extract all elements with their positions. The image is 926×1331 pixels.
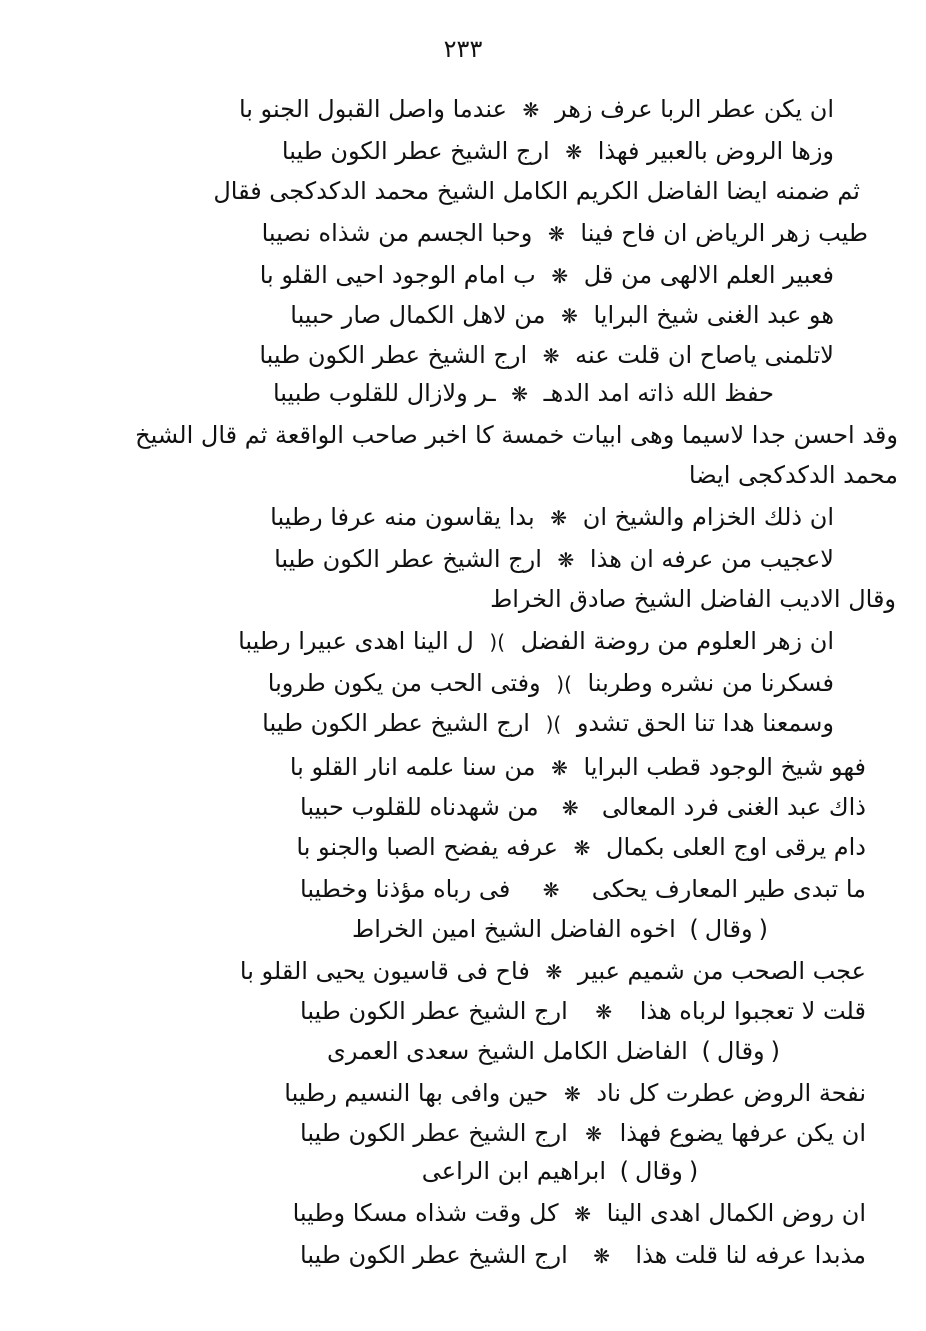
verse-line: [267, 664, 834, 702]
hemistich-second: ارج الشيخ عطر الكون طيبا: [262, 709, 530, 737]
hemistich-first: ان ذلك الخزام والشيخ ان: [582, 503, 834, 531]
hemistich-first: لاتلمنى ياصاح ان قلت عنه: [575, 341, 834, 369]
hemistich-second: فى رباه مؤذنا وخطيبا: [300, 875, 511, 903]
paren-close: ): [689, 915, 699, 943]
verse-line: [238, 90, 834, 128]
hemistich-second: حين وافى بها النسيم رطيبا: [284, 1079, 549, 1107]
heading-rest: ابراهيم ابن الراعى: [421, 1157, 606, 1185]
verse-line: [284, 1074, 866, 1112]
prose-line: وقد احسن جدا لاسيما وهى ابيات خمسة كا اخبر صاحب الواقعة ثم قال الشيخ: [135, 421, 898, 449]
verse-line: [281, 132, 834, 170]
hemistich-first: مذبدا عرفه لنا قلت هذا: [635, 1241, 866, 1269]
hemistich-second: عندما واصل القبول الجنو با: [238, 95, 507, 123]
hemistich-first: هو عبد الغنى شيخ البرايا: [593, 301, 834, 329]
speaker-heading: [327, 1032, 786, 1070]
verse-separator: ❋: [551, 264, 569, 288]
heading-word: وقال: [635, 1157, 683, 1185]
verse-separator: ❋: [561, 304, 578, 328]
page-number: ٢٣٣: [443, 35, 483, 63]
verse-line: [274, 540, 834, 578]
verse-line: [290, 296, 834, 334]
hemistich-first: فهو شيخ الوجود قطب البرايا: [583, 753, 866, 781]
verse-separator: ❋: [551, 756, 568, 780]
heading-rest: اخوه الفاضل الشيخ امين الخراط: [352, 915, 676, 943]
hemistich-first: ان روض الكمال اهدى الينا: [606, 1199, 866, 1227]
verse-line: [262, 704, 834, 742]
speaker-heading: [340, 910, 786, 948]
verse-line: [259, 256, 834, 294]
hemistich-first: عجب الصحب من شميم عبير: [577, 957, 866, 985]
verse-separator: ❋: [545, 960, 563, 984]
hemistich-first: حفظ الله ذاته امد الدهـ: [543, 379, 774, 407]
verse-separator: ❋: [511, 382, 528, 406]
verse-line: [272, 374, 774, 412]
verse-separator: ❋: [542, 878, 560, 902]
verse-line: [300, 1236, 866, 1274]
hemistich-second: ـر ولازال للقلوب طبيبا: [272, 379, 496, 407]
verse-separator: ❋: [585, 1122, 603, 1146]
verse-line: [238, 622, 834, 660]
hemistich-second: ارج الشيخ عطر الكون طيبا: [300, 1241, 568, 1269]
prose-line: ثم ضمنه ايضا الفاضل الكريم الكامل الشيخ محمد الدكدكجى فقال: [213, 177, 860, 205]
heading-word: وقال: [716, 1037, 765, 1065]
verse-separator: ❋: [522, 98, 540, 122]
hemistich-second: كل وقت شذاه مسكا وطيبا: [292, 1199, 559, 1227]
speaker-heading: [340, 1152, 786, 1190]
hemistich-second: ارج الشيخ عطر الكون طيبا: [281, 137, 550, 165]
verse-line: [270, 498, 834, 536]
paren-open: (: [770, 1037, 780, 1065]
hemistich-second: عرفه يفضح الصبا والجنو با: [296, 833, 558, 861]
verse-line: [296, 828, 866, 866]
hemistich-second: ارج الشيخ عطر الكون طيبا: [300, 997, 568, 1025]
hemistich-second: فاح فى قاسيون يحيى القلو با: [239, 957, 530, 985]
verse-separator: )(: [556, 672, 572, 696]
verse-line: [292, 1194, 866, 1232]
hemistich-first: نفحة الروض عطرت كل ناد: [596, 1079, 866, 1107]
heading-rest: الفاضل الكامل الشيخ سعدى العمرى: [327, 1037, 688, 1065]
hemistich-second: ب امام الوجود احيى القلو با: [259, 261, 536, 289]
hemistich-first: ما تبدى طير المعارف يحكى: [591, 875, 866, 903]
hemistich-first: قلت لا تعجبوا لرباه هذا: [639, 997, 866, 1025]
prose-line: محمد الدكدكجى ايضا: [688, 461, 898, 489]
hemistich-second: ارج الشيخ عطر الكون طيبا: [274, 545, 542, 573]
verse-line: [300, 1114, 866, 1152]
hemistich-second: ارج الشيخ عطر الكون طيبا: [300, 1119, 568, 1147]
hemistich-first: دام يرقى اوج العلى بكمال: [606, 833, 866, 861]
verse-separator: ❋: [561, 796, 579, 820]
paren-open: (: [758, 915, 768, 943]
verse-line: [300, 992, 866, 1030]
verse-separator: ❋: [547, 222, 565, 246]
verse-line: [239, 952, 866, 990]
hemistich-second: ارج الشيخ عطر الكون طيبا: [259, 341, 528, 369]
verse-separator: ❋: [574, 1202, 591, 1226]
hemistich-second: ل الينا اهدى عبيرا رطيبا: [238, 627, 474, 655]
hemistich-second: بدا يقاسون منه عرفا رطيبا: [270, 503, 535, 531]
hemistich-first: ان يكن عرفها يضوع فهذا: [619, 1119, 866, 1147]
hemistich-first: وزها الروض بالعبير فهذا: [597, 137, 834, 165]
hemistich-second: وحبا الجسم من شذاه نصيبا: [261, 219, 533, 247]
verse-line: [300, 870, 866, 908]
verse-separator: ❋: [542, 344, 560, 368]
verse-line: [289, 748, 866, 786]
verse-separator: ❋: [557, 548, 575, 572]
paren-close: ): [701, 1037, 711, 1065]
verse-separator: ❋: [595, 1000, 613, 1024]
paren-open: (: [688, 1157, 699, 1185]
hemistich-first: ان يكن عطر الربا عرف زهر: [554, 95, 834, 123]
verse-line: [259, 336, 834, 374]
hemistich-first: طيب زهر الرياض ان فاح فينا: [580, 219, 868, 247]
hemistich-first: ذاك عبد الغنى فرد المعالى: [601, 793, 866, 821]
verse-separator: )(: [489, 630, 505, 654]
prose-line: وقال الاديب الفاضل الشيخ صادق الخراط: [490, 585, 896, 613]
verse-line: [300, 788, 866, 826]
heading-word: وقال: [704, 915, 753, 943]
verse-separator: ❋: [550, 506, 568, 530]
verse-separator: ❋: [563, 1082, 581, 1106]
hemistich-second: من لاهل الكمال صار حبيبا: [290, 301, 546, 329]
hemistich-second: من سنا علمه انار القلو با: [289, 753, 536, 781]
hemistich-first: فسكرنا من نشره وطربنا: [587, 669, 834, 697]
verse-separator: ❋: [573, 836, 591, 860]
hemistich-second: من شهدناه للقلوب حبيبا: [300, 793, 539, 821]
hemistich-second: وفتى الحب من يكون طروبا: [267, 669, 541, 697]
verse-separator: ❋: [593, 1244, 610, 1268]
hemistich-first: ان زهر العلوم من روضة الفضل: [520, 627, 834, 655]
hemistich-first: وسمعنا هدا تنا الحق تشدو: [576, 709, 834, 737]
hemistich-first: لاعجيب من عرفه ان هذا: [589, 545, 834, 573]
hemistich-first: فعبير العلم الالهى من قل: [583, 261, 834, 289]
verse-line: [261, 214, 868, 252]
verse-separator: ❋: [565, 140, 583, 164]
verse-separator: )(: [545, 712, 562, 736]
paren-close: ): [619, 1157, 630, 1185]
